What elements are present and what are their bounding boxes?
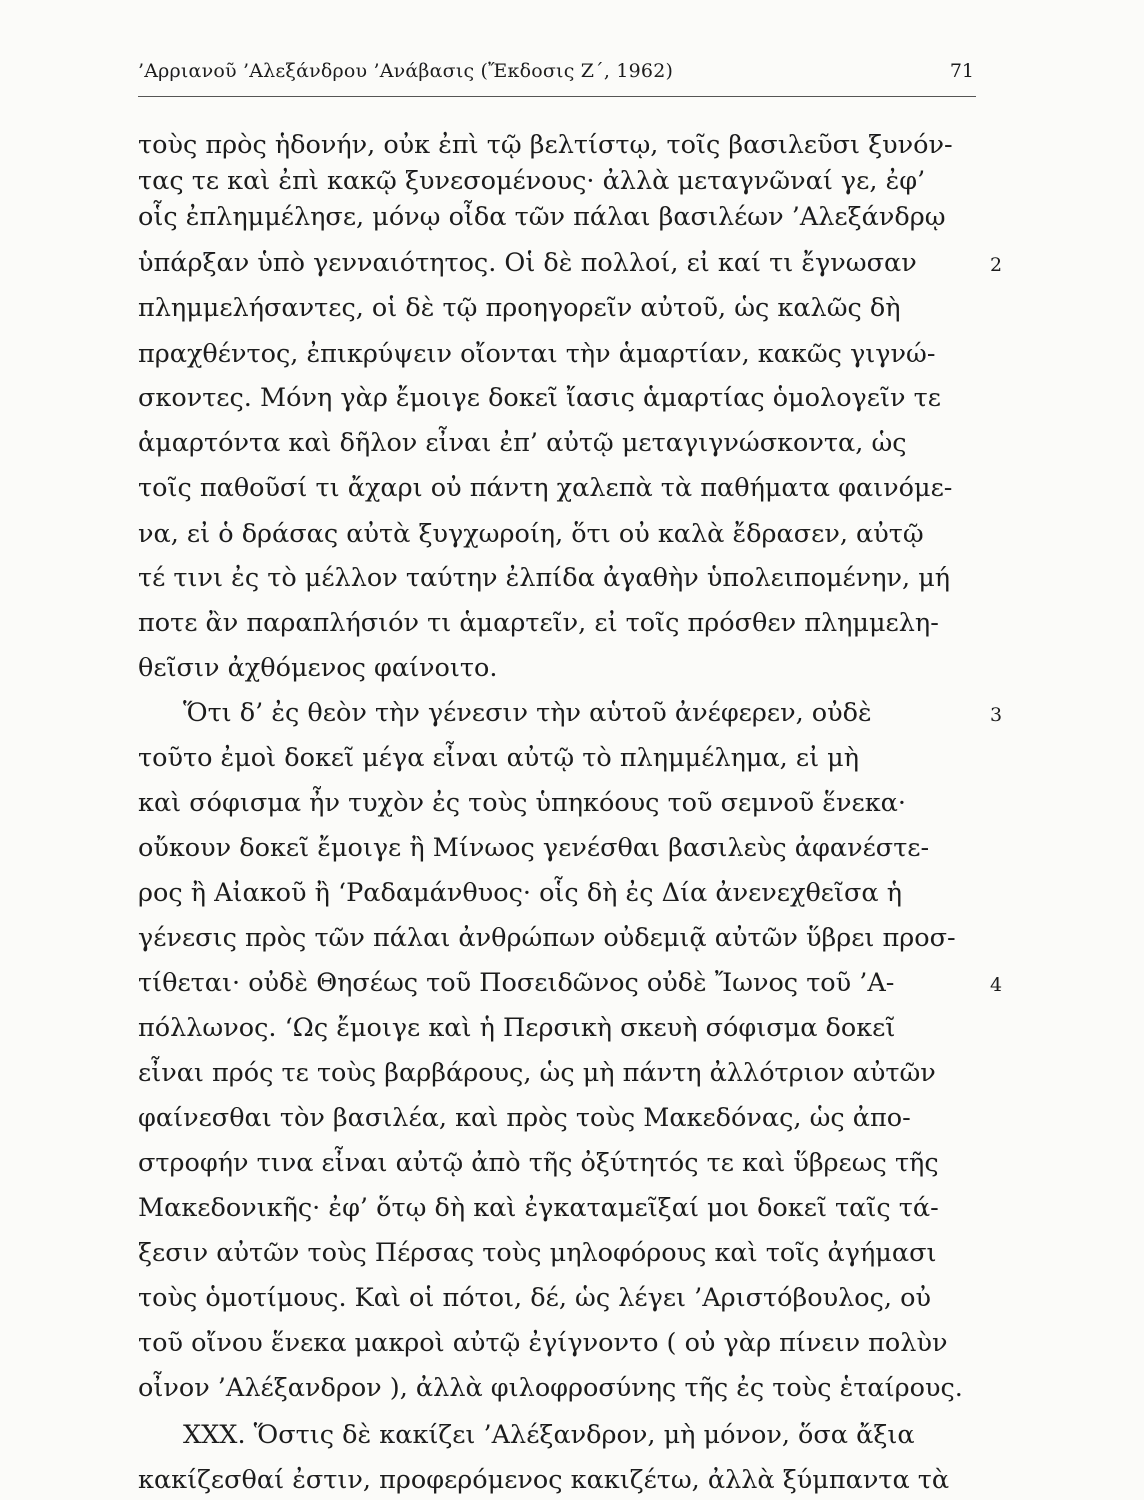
text-line: ἁμαρτόντα καὶ δῆλον εἶναι ἐπ’ αὐτῷ μεταγιγνώσκοντα, ὡς: [138, 428, 907, 458]
text-line: πραχθέντος, ἐπικρύψειν οἴονται τὴν ἁμαρτίαν, κακῶς γιγνώ-: [138, 339, 936, 369]
text-line: τέ τινι ἐς τὸ μέλλον ταύτην ἐλπίδα ἀγαθὴν ὑπολειπομένην, μή: [138, 563, 951, 593]
text-line: τίθεται· οὐδὲ Θησέως τοῦ Ποσειδῶνος οὐδὲ Ἴωνος τοῦ ’Α-: [138, 968, 895, 998]
text-line: οἶνον ’Αλέξανδρον ), ἀλλὰ φιλοφροσύνης τῆς ἐς τοὺς ἑταίρους.: [138, 1373, 963, 1403]
margin-section-number: 3: [990, 704, 1003, 726]
text-line: Μακεδονικῆς· ἐφ’ ὅτῳ δὴ καὶ ἐγκαταμεῖξαί μοι δοκεῖ ταῖς τά-: [138, 1193, 939, 1223]
text-line: στροφήν τινα εἶναι αὐτῷ ἀπὸ τῆς ὀξύτητός τε καὶ ὕβρεως τῆς: [138, 1148, 939, 1178]
text-line: τας τε καὶ ἐπὶ κακῷ ξυνεσομένους· ἀλλὰ μεταγνῶναί γε, ἐφ’: [138, 166, 926, 196]
text-line: XXX. Ὅστις δὲ κακίζει ’Αλέξανδρον, μὴ μόνον, ὅσα ἄξια: [183, 1420, 915, 1450]
margin-section-number: 4: [990, 974, 1003, 996]
text-line: φαίνεσθαι τὸν βασιλέα, καὶ πρὸς τοὺς Μακεδόνας, ὡς ἀπο-: [138, 1103, 911, 1133]
text-line: να, εἰ ὁ δράσας αὐτὰ ξυγχωροίη, ὅτι οὐ καλὰ ἔδρασεν, αὐτῷ: [138, 519, 924, 549]
text-line: γένεσις πρὸς τῶν πάλαι ἀνθρώπων οὐδεμιᾷ αὐτῶν ὕβρει προσ-: [138, 923, 956, 953]
text-line: σκοντες. Μόνη γὰρ ἔμοιγε δοκεῖ ἴασις ἁμαρτίας ὁμολογεῖν τε: [138, 383, 941, 413]
text-line: τοῦτο ἐμοὶ δοκεῖ μέγα εἶναι αὐτῷ τὸ πλημμέλημα, εἰ μὴ: [138, 743, 860, 773]
text-line: εἶναι πρός τε τοὺς βαρβάρους, ὡς μὴ πάντη ἀλλότριον αὐτῶν: [138, 1058, 936, 1088]
text-line: καὶ σόφισμα ἦν τυχὸν ἐς τοὺς ὑπηκόους τοῦ σεμνοῦ ἕνεκα·: [138, 788, 906, 818]
text-line: τοὺς πρὸς ἡδονήν, οὐκ ἐπὶ τῷ βελτίστῳ, τοῖς βασιλεῦσι ξυνόν-: [138, 130, 953, 160]
text-line: ξεσιν αὐτῶν τοὺς Πέρσας τοὺς μηλοφόρους καὶ τοῖς ἀγήμασι: [138, 1238, 937, 1268]
text-line: πλημμελήσαντες, οἱ δὲ τῷ προηγορεῖν αὐτοῦ, ὡς καλῶς δὴ: [138, 293, 901, 323]
page-number: 71: [949, 60, 974, 82]
text-line: οἷς ἐπλημμέλησε, μόνῳ οἶδα τῶν πάλαι βασιλέων ’Αλεξάνδρῳ: [138, 202, 946, 232]
text-line: Ὅτι δ’ ἐς θεὸν τὴν γένεσιν τὴν αὑτοῦ ἀνέφερεν, οὐδὲ: [183, 698, 872, 728]
text-line: ρος ἢ Αἰακοῦ ἢ ‘Ραδαμάνθυος· οἷς δὴ ἐς Δία ἀνενεχθεῖσα ἡ: [138, 878, 903, 908]
margin-section-number: 2: [990, 254, 1003, 276]
text-line: θεῖσιν ἀχθόμενος φαίνοιτο.: [138, 653, 498, 683]
text-line: οὔκουν δοκεῖ ἔμοιγε ἢ Μίνωος γενέσθαι βασιλεὺς ἀφανέστε-: [138, 833, 930, 863]
text-line: πόλλωνος. ‘Ως ἔμοιγε καὶ ἡ Περσικὴ σκευὴ σόφισμα δοκεῖ: [138, 1013, 896, 1043]
header-title: ’Αρριανοῦ ’Αλεξάνδρου ’Ανάβασις (Ἔκδοσις Z΄, 1962): [138, 60, 674, 82]
text-line: τοὺς ὁμοτίμους. Καὶ οἱ πότοι, δέ, ὡς λέγει ’Αριστόβουλος, οὐ: [138, 1283, 931, 1313]
text-line: τοῦ οἴνου ἕνεκα μακροὶ αὐτῷ ἐγίγνοντο ( οὐ γὰρ πίνειν πολὺν: [138, 1328, 948, 1358]
text-line: κακίζεσθαί ἐστιν, προφερόμενος κακιζέτω, ἀλλὰ ξύμπαντα τὰ: [138, 1465, 950, 1495]
text-line: τοῖς παθοῦσί τι ἄχαρι οὐ πάντη χαλεπὰ τὰ παθήματα φαινόμε-: [138, 473, 953, 503]
text-line: ποτε ἂν παραπλήσιόν τι ἁμαρτεῖν, εἰ τοῖς πρόσθεν πλημμελη-: [138, 608, 939, 638]
text-line: ὑπάρξαν ὑπὸ γενναιότητος. Οἱ δὲ πολλοί, εἰ καί τι ἔγνωσαν: [138, 248, 917, 278]
